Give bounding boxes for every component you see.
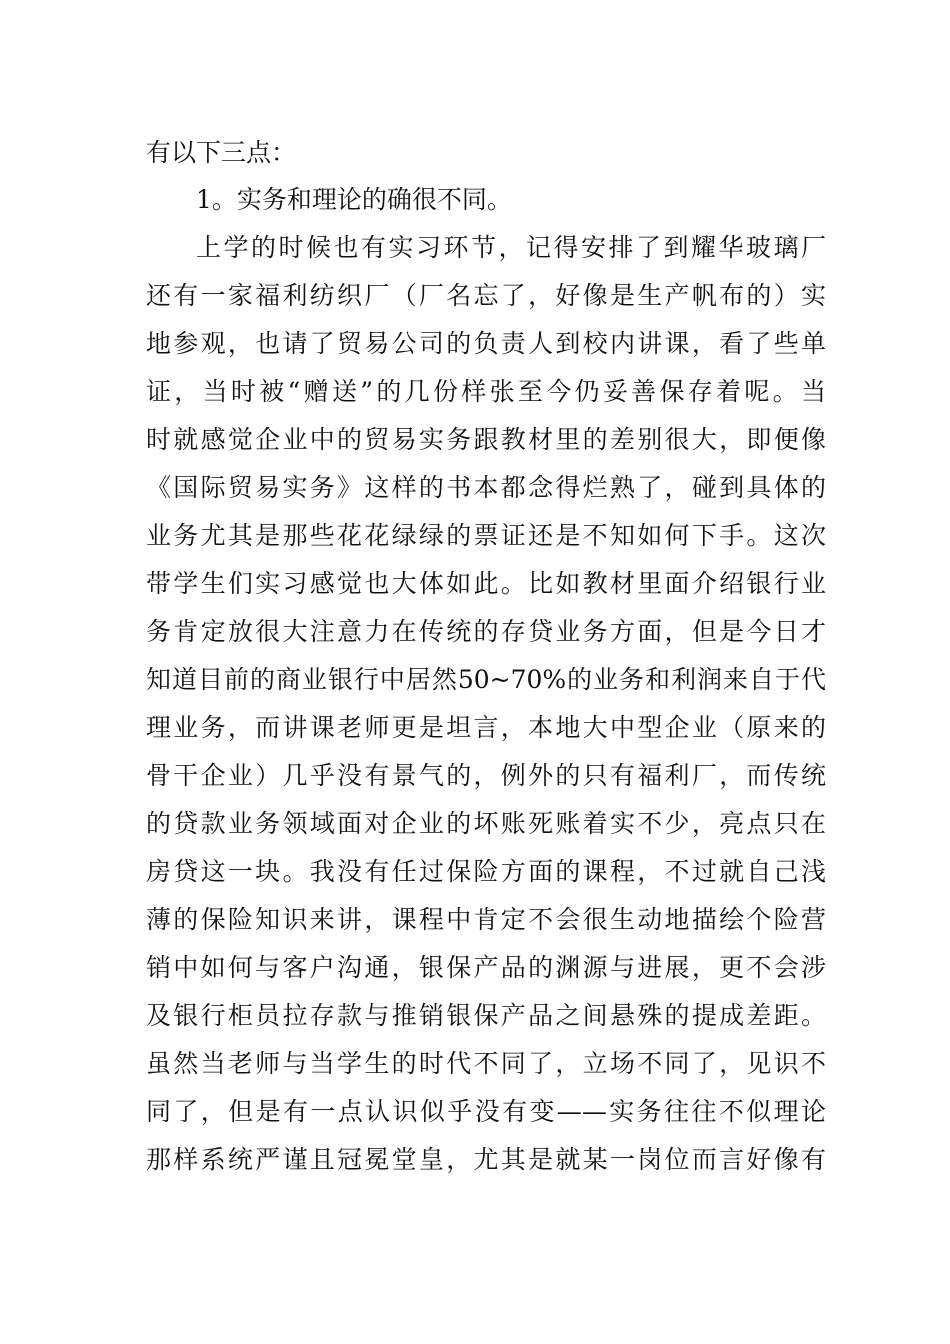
text-line: 的贷款业务领域面对企业的坏账死账着实不少，亮点只在 (146, 809, 826, 838)
text-line: 那样系统严谨且冠冕堂皇，尤其是就某一岗位而言好像有 (146, 1145, 826, 1174)
text-line: 《国际贸易实务》这样的书本都念得烂熟了，碰到具体的 (146, 473, 826, 502)
text-line: 薄的保险知识来讲，课程中肯定不会很生动地描绘个险营 (146, 905, 826, 934)
text-line: 业务尤其是那些花花绿绿的票证还是不知如何下手。这次 (146, 521, 826, 550)
text-line: 虽然当老师与当学生的时代不同了，立场不同了，见识不 (146, 1049, 826, 1078)
text-line: 地参观，也请了贸易公司的负责人到校内讲课，看了些单 (146, 329, 826, 358)
text-line: 时就感觉企业中的贸易实务跟教材里的差别很大，即便像 (146, 425, 826, 454)
text-line: 有以下三点： (146, 138, 297, 167)
text-line: 知道目前的商业银行中居然50~70%的业务和利润来自于代 (146, 665, 826, 694)
text-line: 同了，但是有一点认识似乎没有变——实务往往不似理论 (146, 1097, 826, 1126)
text-line: 骨干企业）几乎没有景气的，例外的只有福利厂，而传统 (146, 761, 826, 790)
text-line: 及银行柜员拉存款与推销银保产品之间悬殊的提成差距。 (146, 1001, 826, 1030)
text-line: 务肯定放很大注意力在传统的存贷业务方面，但是今日才 (146, 617, 826, 646)
text-line: 还有一家福利纺织厂（厂名忘了，好像是生产帆布的）实 (146, 281, 826, 310)
text-line: 上学的时候也有实习环节，记得安排了到耀华玻璃厂 (196, 233, 826, 262)
text-line: 房贷这一块。我没有任过保险方面的课程，不过就自己浅 (146, 857, 826, 886)
text-line: 理业务，而讲课老师更是坦言，本地大中型企业（原来的 (146, 713, 826, 742)
text-line: 带学生们实习感觉也大体如此。比如教材里面介绍银行业 (146, 569, 826, 598)
text-line: 证，当时被“赠送”的几份样张至今仍妥善保存着呢。当 (146, 377, 826, 406)
text-line: 销中如何与客户沟通，银保产品的渊源与进展，更不会涉 (146, 953, 826, 982)
list-item-heading: 1。实务和理论的确很不同。 (196, 185, 512, 214)
